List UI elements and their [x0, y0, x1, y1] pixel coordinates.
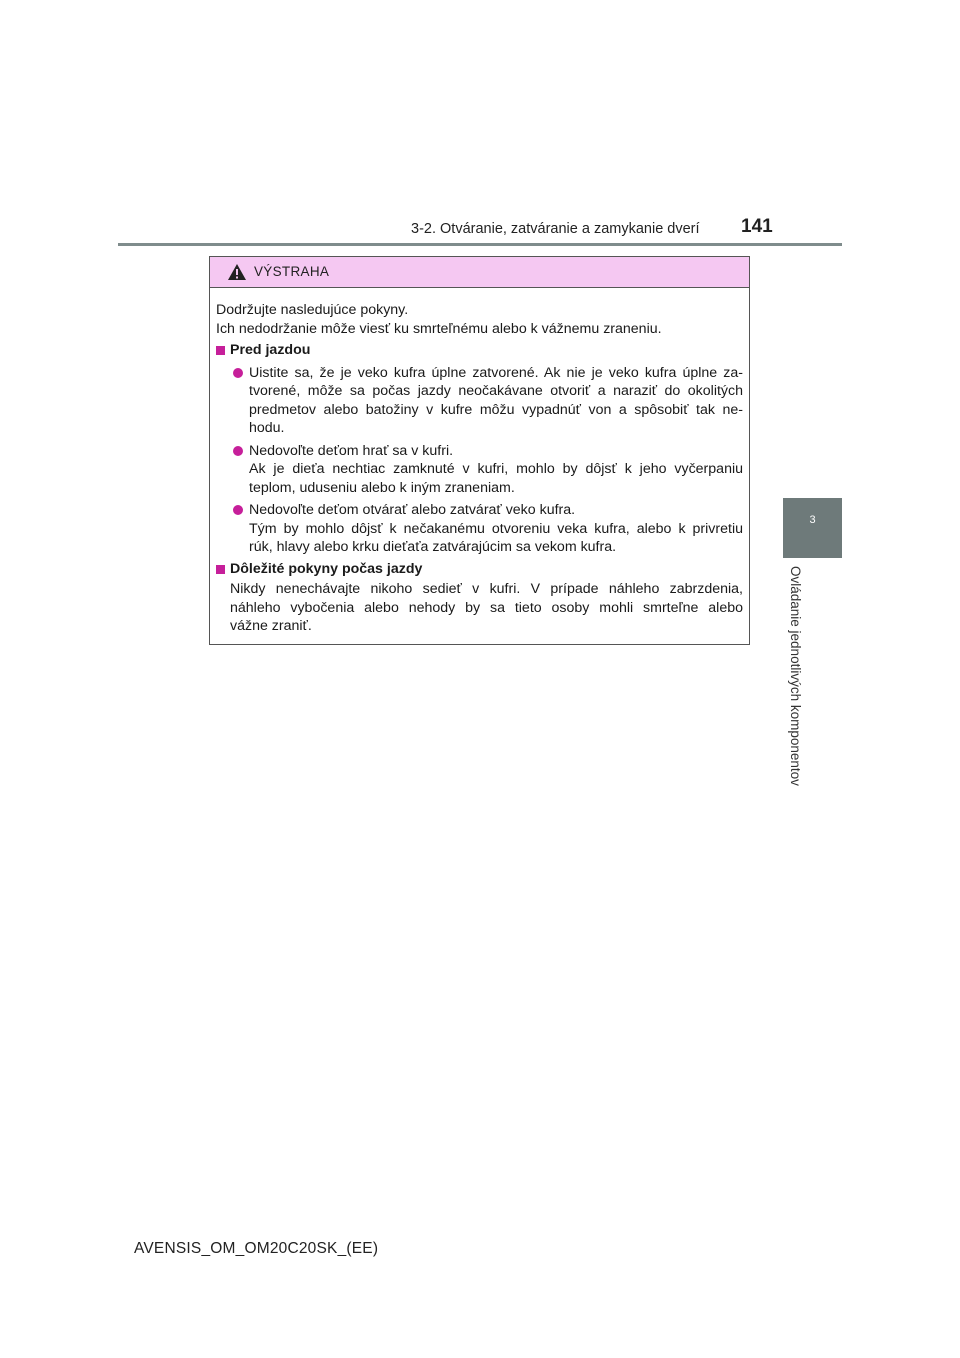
warning-icon: [227, 263, 247, 281]
warning-box: [209, 256, 750, 645]
square-bullet-icon: [216, 565, 225, 574]
page-number: 141: [741, 216, 773, 237]
intro-line: Dodržujte nasledujúce pokyny.: [216, 302, 409, 318]
section-heading-before-driving: Pred jazdou: [216, 341, 743, 360]
list-item: Nedovoľte deťom otvárať alebo zatvárať veko kufra. Tým by mohlo dôjsť k nečakanému otvoreniu veka kufra, alebo k privretiu rúk, hlavy alebo krku dieťaťa zatvárajúcim sa vekom kufra.: [216, 501, 743, 557]
section-title: 3-2. Otváranie, zatváranie a zamykanie dverí: [411, 221, 700, 237]
document-code: AVENSIS_OM_OM20C20SK_(EE): [134, 1240, 379, 1257]
intro-line: Ich nedodržanie môže viesť ku smrteľnému alebo k vážnemu zraneniu.: [216, 320, 662, 337]
square-bullet-icon: [216, 346, 225, 355]
round-bullet-icon: [233, 505, 243, 515]
chapter-label-text: Ovládanie jednotlivých komponentov: [788, 566, 803, 786]
list-item: Uistite sa, že je veko kufra úplne zatvorené. Ak nie je veko kufra úplne za- tvorené, môže sa počas jazdy neočakávane otvoriť a naraziť do okolitých predmetov alebo batožiny v kufre môžu vypadnúť von a spôsobiť tak ne- hodu.: [216, 364, 743, 438]
chapter-label: [781, 566, 805, 816]
round-bullet-icon: [233, 368, 243, 378]
header-divider: [118, 243, 842, 246]
section-heading-driving: Dôležité pokyny počas jazdy: [216, 560, 743, 579]
warning-body: [216, 301, 743, 636]
warning-title: VÝSTRAHA: [254, 264, 330, 279]
chapter-tab: 3: [783, 498, 842, 558]
paragraph: Nikdy nenechávajte nikoho sedieť v kufri. V prípade náhleho zabrzdenia, náhleho vybočenia alebo nehody by sa tieto osoby mohli smrteľne alebo vážne zraniť.: [230, 581, 743, 634]
list-item: Nedovoľte deťom hrať sa v kufri. Ak je dieťa nechtiac zamknuté v kufri, mohlo by dôjsť k jeho vyčerpaniu teplom, uduseniu alebo k iným zraneniam.: [216, 442, 743, 498]
round-bullet-icon: [233, 446, 243, 456]
warning-header: [210, 257, 749, 288]
